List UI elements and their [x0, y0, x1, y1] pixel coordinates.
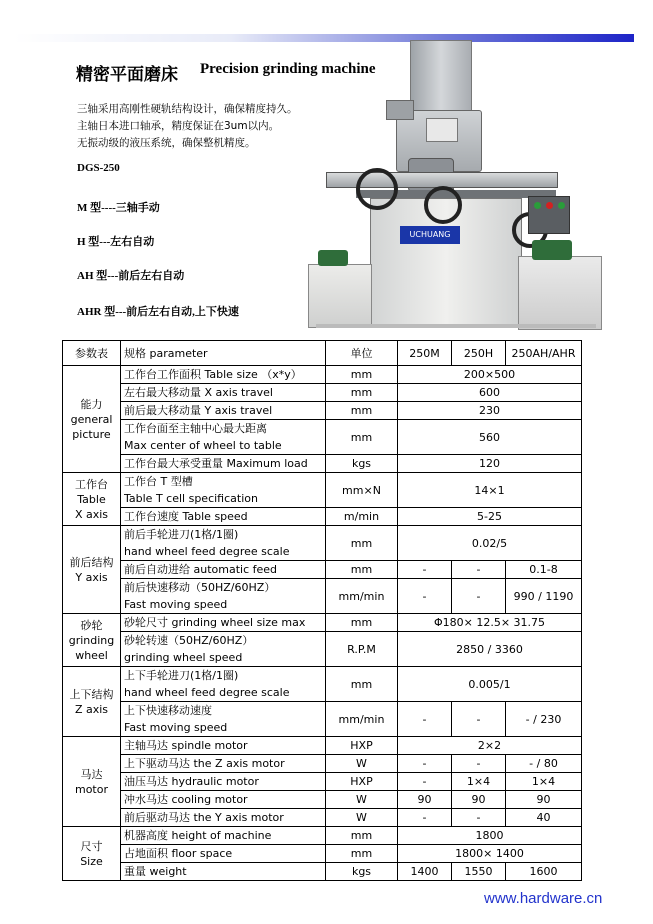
- value-cell-v3: 1×4: [506, 773, 582, 791]
- table-row: [63, 384, 582, 402]
- specification-table: [62, 340, 582, 881]
- value-cell: 2850 / 3360: [398, 632, 582, 667]
- param-cell: 工作台面至主轴中心最大距离 Max center of wheel to table: [121, 420, 326, 455]
- description-line: 无振动级的液压系统，确保整机精度。: [77, 137, 256, 149]
- value-cell: 1800: [398, 827, 582, 845]
- value-cell-v1: -: [398, 755, 452, 773]
- param-cell: 工作台最大承受重量 Maximum load: [121, 455, 326, 473]
- param-cell: 油压马达 hydraulic motor: [121, 773, 326, 791]
- table-row: [63, 366, 582, 384]
- model-name: DGS-250: [77, 162, 120, 174]
- value-cell-v2: 1×4: [452, 773, 506, 791]
- unit-cell: mm: [326, 526, 398, 561]
- param-cell: 砂轮转速（50HZ/60HZ） grinding wheel speed: [121, 632, 326, 667]
- table-row: [63, 667, 582, 702]
- param-cell: 砂轮尺寸 grinding wheel size max: [121, 614, 326, 632]
- value-cell-v2: -: [452, 809, 506, 827]
- description-line: 三轴采用高刚性硬轨结构设计，确保精度持久。: [77, 103, 298, 115]
- description-line: 主轴日本进口轴承，精度保证在3um以内。: [77, 120, 280, 132]
- table-row: [63, 632, 582, 667]
- unit-cell: mm: [326, 384, 398, 402]
- model-variant-ah: AH 型---前后左右自动: [77, 270, 185, 282]
- param-cell: 前后驱动马达 the Y axis motor: [121, 809, 326, 827]
- table-row: [63, 508, 582, 526]
- param-cell: 上下手轮进刀(1格/1圈) hand wheel feed degree scale: [121, 667, 326, 702]
- unit-cell: W: [326, 809, 398, 827]
- param-cell: 上下驱动马达 the Z axis motor: [121, 755, 326, 773]
- value-cell-v1: -: [398, 561, 452, 579]
- param-cell: 前后最大移动量 Y axis travel: [121, 402, 326, 420]
- table-row: [63, 737, 582, 755]
- value-cell: 120: [398, 455, 582, 473]
- unit-cell: HXP: [326, 737, 398, 755]
- unit-cell: mm: [326, 845, 398, 863]
- unit-cell: mm/min: [326, 579, 398, 614]
- unit-cell: mm: [326, 420, 398, 455]
- param-cell: 左右最大移动量 X axis travel: [121, 384, 326, 402]
- group-label: 上下结构 Z axis: [63, 667, 121, 737]
- table-row: [63, 845, 582, 863]
- value-cell-v1: 90: [398, 791, 452, 809]
- footer-website: www.hardware.cn: [484, 890, 603, 907]
- value-cell-v3: - / 80: [506, 755, 582, 773]
- title-chinese: 精密平面磨床: [76, 65, 178, 85]
- unit-cell: mm/min: [326, 702, 398, 737]
- unit-cell: m/min: [326, 508, 398, 526]
- param-cell: 占地面积 floor space: [121, 845, 326, 863]
- value-cell: 1800× 1400: [398, 845, 582, 863]
- value-cell-v1: -: [398, 773, 452, 791]
- group-label: 工作台 Table X axis: [63, 473, 121, 526]
- value-cell: 14×1: [398, 473, 582, 508]
- param-cell: 主轴马达 spindle motor: [121, 737, 326, 755]
- table-row: [63, 579, 582, 614]
- param-cell: 工作台工作面积 Table size （x*y）: [121, 366, 326, 384]
- table-row: [63, 455, 582, 473]
- value-cell: 200×500: [398, 366, 582, 384]
- table-row: [63, 827, 582, 845]
- value-cell: 2×2: [398, 737, 582, 755]
- table-row: [63, 526, 582, 561]
- table-row: [63, 791, 582, 809]
- unit-cell: R.P.M: [326, 632, 398, 667]
- value-cell-v3: - / 230: [506, 702, 582, 737]
- table-row: [63, 863, 582, 881]
- unit-cell: W: [326, 791, 398, 809]
- header-cell-250m: 250M: [398, 341, 452, 366]
- value-cell: 230: [398, 402, 582, 420]
- unit-cell: mm: [326, 402, 398, 420]
- param-cell: 前后自动进给 automatic feed: [121, 561, 326, 579]
- param-cell: 冲水马达 cooling motor: [121, 791, 326, 809]
- value-cell-v2: 1550: [452, 863, 506, 881]
- value-cell-v2: -: [452, 579, 506, 614]
- unit-cell: kgs: [326, 455, 398, 473]
- table-header-row: [63, 341, 582, 366]
- description-block: [77, 101, 298, 152]
- table-row: [63, 773, 582, 791]
- table-row: [63, 420, 582, 455]
- model-variant-h: H 型---左右自动: [77, 236, 155, 248]
- value-cell-v2: 90: [452, 791, 506, 809]
- value-cell: 5-25: [398, 508, 582, 526]
- table-row: [63, 402, 582, 420]
- group-label: 能力 general picture: [63, 366, 121, 473]
- value-cell-v3: 0.1-8: [506, 561, 582, 579]
- value-cell-v1: -: [398, 702, 452, 737]
- group-label: 尺寸 Size: [63, 827, 121, 881]
- model-variant-ahr: AHR 型---前后左右自动,上下快速: [77, 306, 239, 318]
- header-cell-unit: 单位: [326, 341, 398, 366]
- title-english: Precision grinding machine: [200, 61, 376, 77]
- value-cell: 0.005/1: [398, 667, 582, 702]
- value-cell-v2: -: [452, 755, 506, 773]
- table-row: [63, 809, 582, 827]
- value-cell: Φ180× 12.5× 31.75: [398, 614, 582, 632]
- value-cell-v1: -: [398, 579, 452, 614]
- model-variant-m: M 型----三轴手动: [77, 202, 160, 214]
- header-cell-spec: 规格 parameter: [121, 341, 326, 366]
- unit-cell: mm: [326, 827, 398, 845]
- param-cell: 前后手轮进刀(1格/1圈) hand wheel feed degree scale: [121, 526, 326, 561]
- table-row: [63, 473, 582, 508]
- value-cell: 560: [398, 420, 582, 455]
- unit-cell: mm: [326, 667, 398, 702]
- group-label: 砂轮 grinding wheel: [63, 614, 121, 667]
- value-cell-v3: 40: [506, 809, 582, 827]
- value-cell: 0.02/5: [398, 526, 582, 561]
- header-cell-250h: 250H: [452, 341, 506, 366]
- unit-cell: mm: [326, 561, 398, 579]
- table-row: [63, 702, 582, 737]
- value-cell-v3: 990 / 1190: [506, 579, 582, 614]
- machine-brand-label: UCHUANG: [400, 226, 460, 244]
- value-cell-v3: 1600: [506, 863, 582, 881]
- value-cell-v2: -: [452, 561, 506, 579]
- header-cell-250ah: 250AH/AHR: [506, 341, 582, 366]
- table-row: [63, 561, 582, 579]
- param-cell: 工作台 T 型槽 Table T cell specification: [121, 473, 326, 508]
- value-cell-v1: 1400: [398, 863, 452, 881]
- value-cell-v3: 90: [506, 791, 582, 809]
- value-cell: 600: [398, 384, 582, 402]
- table-row: [63, 755, 582, 773]
- param-cell: 上下快速移动速度 Fast moving speed: [121, 702, 326, 737]
- param-cell: 前后快速移动（50HZ/60HZ） Fast moving speed: [121, 579, 326, 614]
- group-label: 前后结构 Y axis: [63, 526, 121, 614]
- value-cell-v2: -: [452, 702, 506, 737]
- param-cell: 工作台速度 Table speed: [121, 508, 326, 526]
- unit-cell: mm: [326, 366, 398, 384]
- unit-cell: mm×N: [326, 473, 398, 508]
- param-cell: 重量 weight: [121, 863, 326, 881]
- group-label: 马达 motor: [63, 737, 121, 827]
- table-row: [63, 614, 582, 632]
- value-cell-v1: -: [398, 809, 452, 827]
- unit-cell: HXP: [326, 773, 398, 791]
- unit-cell: W: [326, 755, 398, 773]
- machine-photo: [306, 40, 606, 332]
- param-cell: 机器高度 height of machine: [121, 827, 326, 845]
- unit-cell: kgs: [326, 863, 398, 881]
- header-cell-params: 参数表: [63, 341, 121, 366]
- unit-cell: mm: [326, 614, 398, 632]
